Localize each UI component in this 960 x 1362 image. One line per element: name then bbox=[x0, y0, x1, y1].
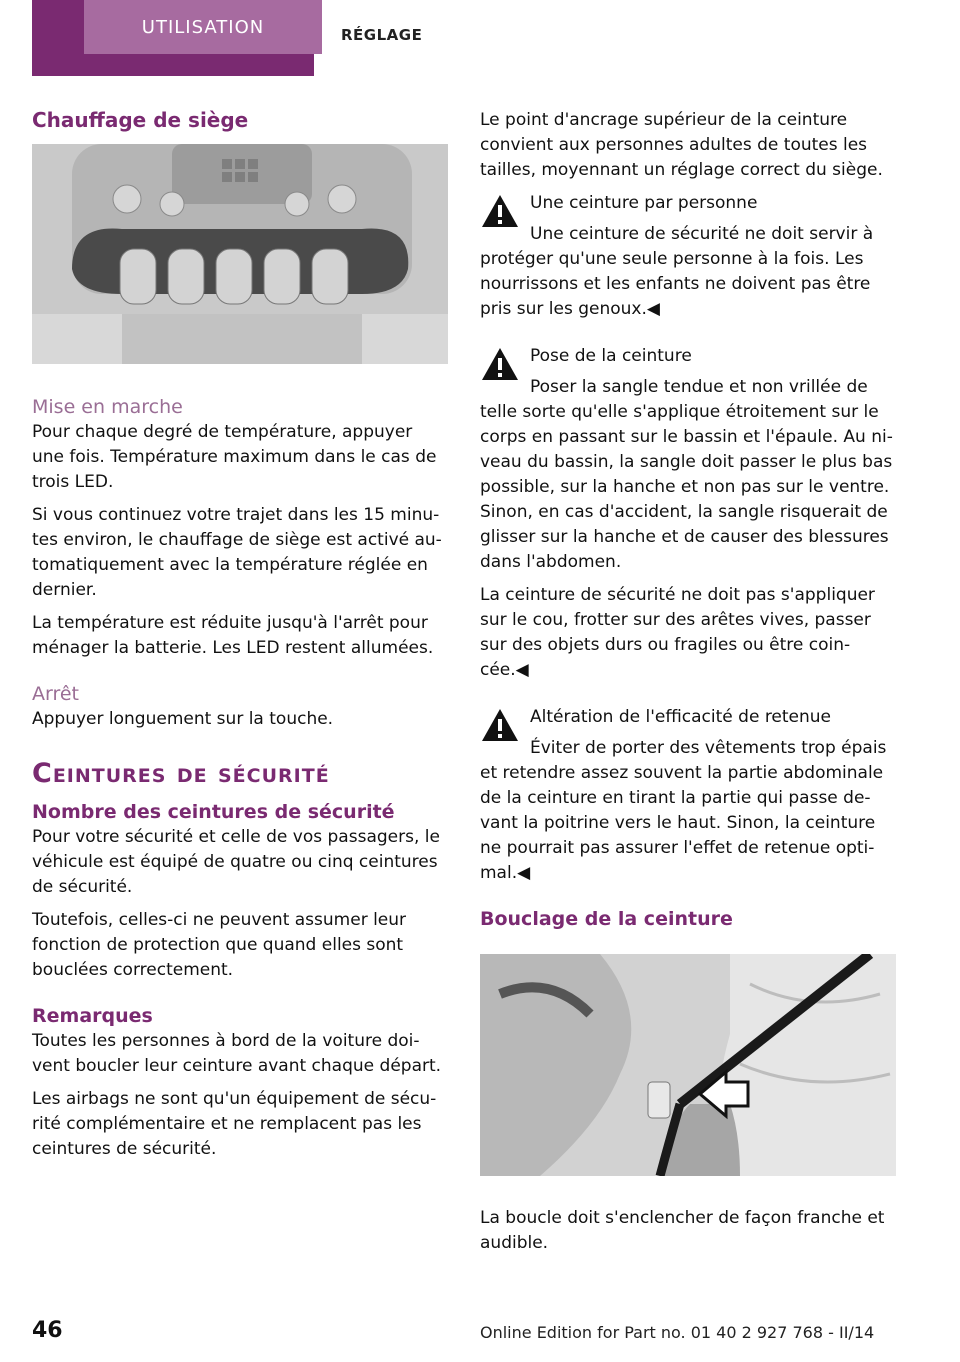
warning-title: Pose de la ceinture bbox=[530, 346, 692, 366]
text-switch-on-2: Si vous continuez votre trajet dans les 15 minu-tes environ, le chauffage de siège est activé au-tomatiquement avec la température réglée en dernier. bbox=[32, 505, 442, 600]
warning-triangle-icon bbox=[480, 707, 520, 743]
left-column bbox=[32, 108, 448, 1170]
warning-text: Poser la sangle tendue et non vrillée de telle sorte qu'elle s'applique étroitement sur le corps en passant sur le bassin et l'épaule. Au ni-veau du bassin, la sangle doit passer le plus bas possible, sur la hanche et non pas sur le ventre. Sinon, en cas d'accident, la sangle risquerait de glisser sur la hanche et de causer des blessures dans l'abdomen. bbox=[480, 377, 893, 572]
text-upper-anchor: Le point d'ancrage supérieur de la ceinture convient aux personnes adultes de toutes les tailles, moyennant un réglage correct du siège. bbox=[480, 110, 883, 180]
text-notes-1: Toutes les personnes à bord de la voiture doi-vent boucler leur ceinture avant chaque départ. bbox=[32, 1031, 442, 1076]
page-number: 46 bbox=[32, 1318, 63, 1343]
warning-belt-position bbox=[480, 344, 896, 683]
right-column bbox=[480, 108, 896, 1264]
text-number-of-belts-2: Toutefois, celles-ci ne peuvent assumer leur fonction de protection que quand elles sont bouclées correctement. bbox=[32, 910, 407, 980]
heading-notes: Remarques bbox=[32, 1005, 153, 1027]
warning-text-2: La ceinture de sécurité ne doit pas s'appliquer sur le cou, frotter sur des arêtes vives, passer sur des objets durs ou fragiles ou être coin-cée.◀ bbox=[480, 585, 875, 680]
text-notes-2: Les airbags ne sont qu'un équipement de sécu-rité complémentaire et ne remplacent pas les ceintures de sécurité. bbox=[32, 1089, 437, 1159]
header-tab bbox=[32, 0, 314, 76]
heading-switch-off: Arrêt bbox=[32, 683, 80, 705]
text-switch-on-1: Pour chaque degré de température, appuyer une fois. Température maximum dans le cas de trois LED. bbox=[32, 422, 437, 492]
warning-triangle-icon bbox=[480, 193, 520, 229]
seat-heating-controls-image bbox=[32, 144, 448, 364]
warning-restraint-effectiveness bbox=[480, 705, 896, 886]
heading-number-of-belts: Nombre des ceintures de sécurité bbox=[32, 801, 395, 823]
text-buckling: La boucle doit s'enclencher de façon franche et audible. bbox=[480, 1208, 885, 1253]
tab-label: UTILISATION bbox=[84, 0, 322, 54]
text-number-of-belts-1: Pour votre sécurité et celle de vos passagers, le véhicule est équipé de quatre ou cinq ceintures de sécurité. bbox=[32, 827, 440, 897]
heading-seat-heating: Chauffage de siège bbox=[32, 108, 249, 132]
heading-switch-on: Mise en marche bbox=[32, 396, 183, 418]
text-switch-off: Appuyer longuement sur la touche. bbox=[32, 709, 334, 729]
belt-buckling-image bbox=[480, 954, 896, 1176]
breadcrumb: RÉGLAGE bbox=[341, 26, 423, 44]
warning-one-belt-per-person bbox=[480, 191, 896, 322]
heading-buckling: Bouclage de la ceinture bbox=[480, 908, 733, 930]
warning-title: Une ceinture par personne bbox=[530, 193, 758, 213]
warning-text: Éviter de porter des vêtements trop épais et retendre assez souvent la partie abdominale de la ceinture en tirant la partie qui passe de-vant la poitrine vers le haut. Sinon, la ceinture ne pourrait pas assurer l'effet de retenue opti-mal.◀ bbox=[480, 738, 887, 883]
warning-triangle-icon bbox=[480, 346, 520, 382]
warning-text: Une ceinture de sécurité ne doit servir à protéger qu'une seule personne à la fois. Les nourrissons et les enfants ne doivent pas être pris sur les genoux.◀ bbox=[480, 224, 874, 319]
edition-note: Online Edition for Part no. 01 40 2 927 768 - II/14 bbox=[480, 1323, 875, 1342]
warning-title: Altération de l'efficacité de retenue bbox=[530, 707, 832, 727]
section-title-seat-belts: Ceintures de sécurité bbox=[32, 758, 330, 789]
text-switch-on-3: La température est réduite jusqu'à l'arrêt pour ménager la batterie. Les LED restent allumées. bbox=[32, 613, 434, 658]
